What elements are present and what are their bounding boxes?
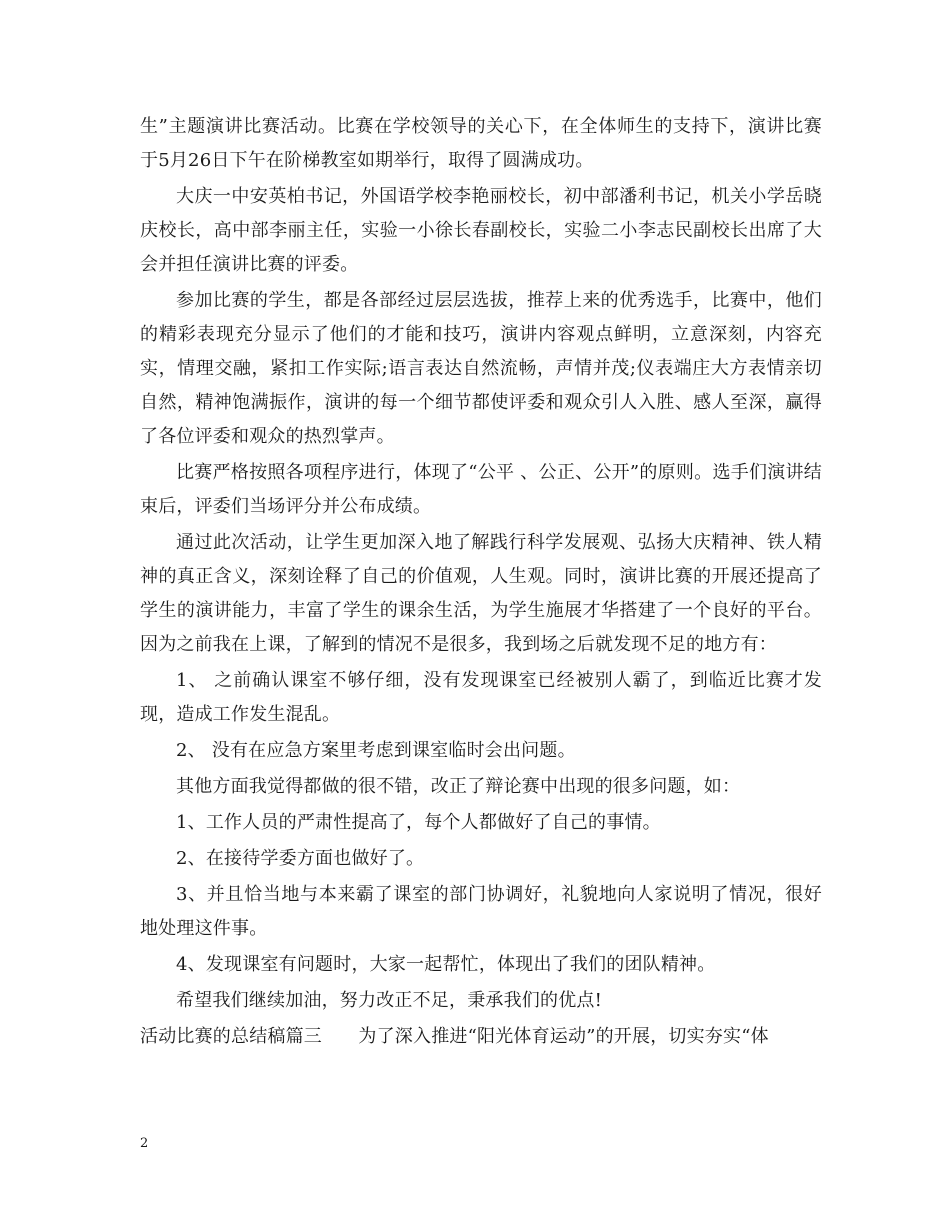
list-item: 2、在接待学委方面也做好了。 <box>176 848 425 869</box>
paragraph: 通过此次活动，让学生更加深入地了解践行科学发展观、弘扬大庆精神、铁人精神的真正含义，深刻诠释了自己的价值观，人生观。同时，演讲比赛的开展还提高了学生的演讲能力，丰富了学生的课余生活，为学生施展才华搭建了一个良好的平台。 因为之前我在上课，了解到的情况不是很多，我到场之后就发现不足的地方有： <box>140 532 822 655</box>
section-heading-line: 活动比赛的总结稿篇三 为了深入推进“阳光体育运动”的开展，切实夯实“体 <box>140 1026 769 1047</box>
paragraph: 希望我们继续加油，努力改正不足，秉承我们的优点! <box>176 990 603 1011</box>
paragraph: 参加比赛的学生，都是各部经过层层选拔，推荐上来的优秀选手，比赛中，他们的精彩表现充分显示了他们的才能和技巧，演讲内容观点鲜明，立意深刻，内容充实，情理交融，紧扣工作实际;语言表达自然流畅，声情并茂;仪表端庄大方表情亲切自然，精神饱满振作，演讲的每一个细节都使评委和观众引人入胜、感人至深，赢得了各位评委和观众的热烈掌声。 <box>140 290 822 447</box>
page-number: 2 <box>140 1136 149 1151</box>
list-item: 3、并且恰当地与本来霸了课室的部门协调好，礼貌地向人家说明了情况，很好地处理这件事。 <box>140 884 822 939</box>
paragraph: 生”主题演讲比赛活动。比赛在学校领导的关心下，在全体师生的支持下，演讲比赛于5月26日下午在阶梯教室如期举行，取得了圆满成功。 <box>140 116 822 171</box>
list-item: 1、 之前确认课室不够仔细，没有发现课室已经被别人霸了，到临近比赛才发现，造成工作发生混乱。 <box>140 670 822 725</box>
list-item: 1、工作人员的严肃性提高了，每个人都做好了自己的事情。 <box>176 812 661 833</box>
paragraph: 其他方面我觉得都做的很不错，改正了辩论赛中出现的很多问题，如： <box>176 776 741 797</box>
list-item: 4、发现课室有问题时，大家一起帮忙，体现出了我们的团队精神。 <box>176 954 716 975</box>
paragraph: 大庆一中安英柏书记，外国语学校李艳丽校长，初中部潘利书记，机关小学岳晓庆校长，高中部李丽主任，实验一小徐长春副校长，实验二小李志民副校长出席了大会并担任演讲比赛的评委。 <box>140 186 822 275</box>
list-item: 2、 没有在应急方案里考虑到课室临时会出问题。 <box>176 740 576 761</box>
paragraph: 比赛严格按照各项程序进行，体现了“公平 、公正、公开”的原则。选手们演讲结束后，评委们当场评分并公布成绩。 <box>140 462 822 517</box>
document-body <box>140 110 822 1056</box>
